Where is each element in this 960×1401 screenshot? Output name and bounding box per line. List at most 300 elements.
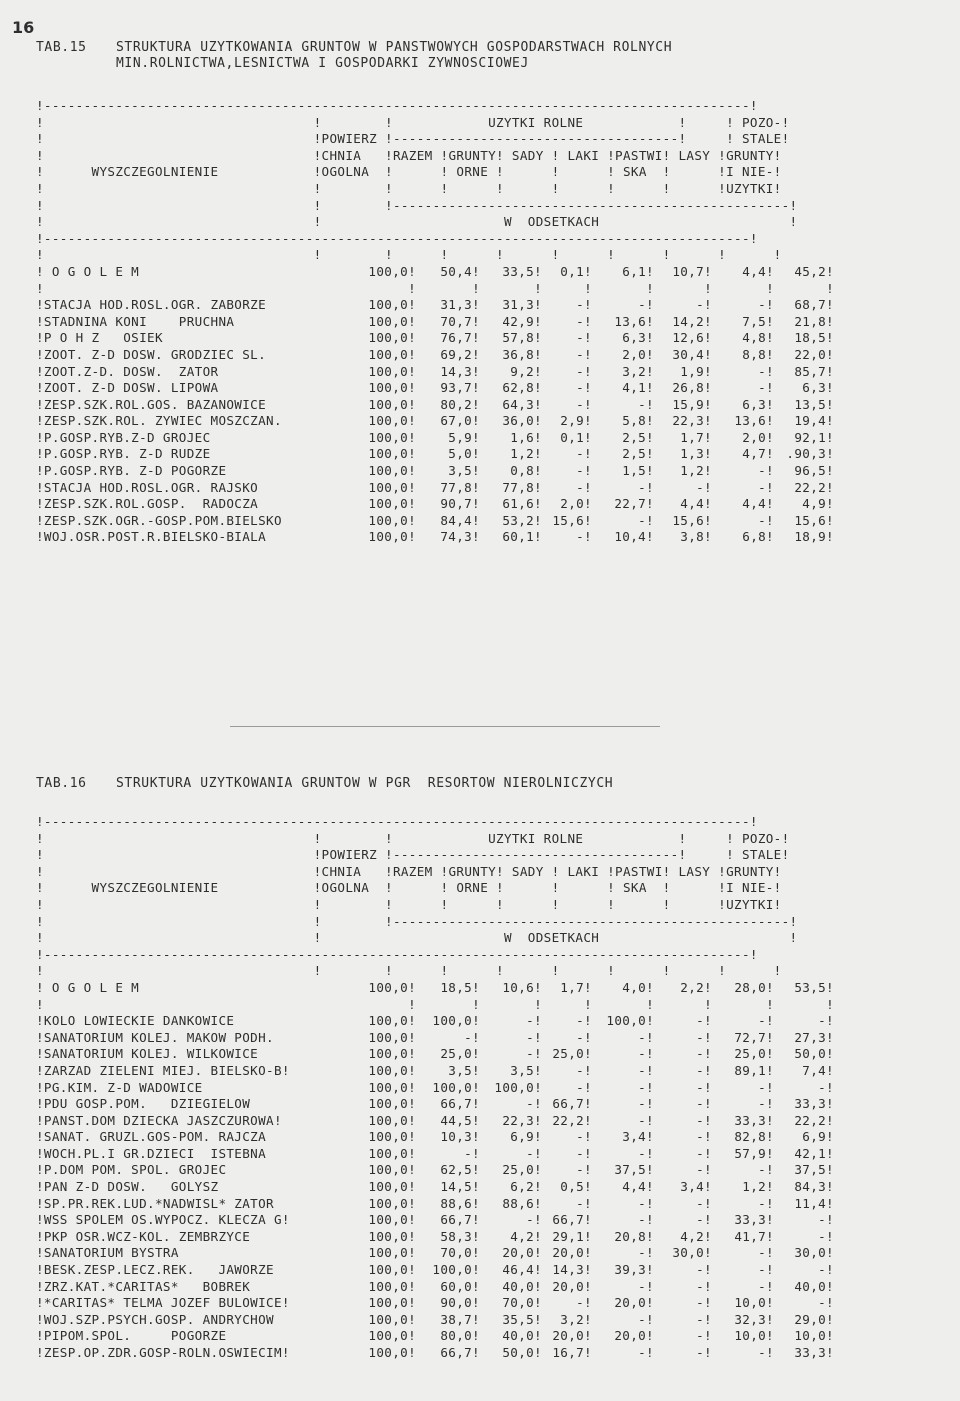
table-cell: 0,5! xyxy=(560,1179,592,1195)
table-cell: 70,0! xyxy=(440,1245,480,1261)
table-row: !SANATORIUM BYSTRA xyxy=(36,1245,179,1261)
table-row: !ZARZAD ZIELENI MIEJ. BIELSKO-B! xyxy=(36,1062,290,1078)
table-cell: 7,4! xyxy=(802,1062,834,1078)
table-cell: -! xyxy=(576,330,592,346)
table-cell: -! xyxy=(696,1046,712,1062)
table-cell: -! xyxy=(638,1062,654,1078)
table-cell: 25,0! xyxy=(502,1162,542,1178)
table-cell: 100,0! xyxy=(368,1112,416,1128)
table-cell: 100,0! xyxy=(368,446,416,462)
table-cell: -! xyxy=(526,1145,542,1161)
table-cell: -! xyxy=(638,1112,654,1128)
table-cell: -! xyxy=(818,1079,834,1095)
table-cell: 100,0! xyxy=(368,1311,416,1327)
table-cell: -! xyxy=(576,1145,592,1161)
table-cell: 66,7! xyxy=(440,1096,480,1112)
table-cell: 100,0! xyxy=(368,363,416,379)
table-cell: -! xyxy=(696,1079,712,1095)
table-cell: -! xyxy=(638,1046,654,1062)
table-cell: 64,3! xyxy=(502,396,542,412)
table-cell: 66,7! xyxy=(552,1096,592,1112)
table-cell: 100,0! xyxy=(368,479,416,495)
table-cell: -! xyxy=(758,479,774,495)
header-line: ! ! ! UZYTKI ROLNE ! ! POZO-! xyxy=(36,114,790,130)
row-end xyxy=(834,997,894,1014)
table-row: !SANAT. GRUZL.GOS-POM. RAJCZA xyxy=(36,1129,267,1145)
table-cell: 13,6! xyxy=(734,413,774,429)
table-row: !ZESP.SZK.ROL. ZYWIEC MOSZCZAN. xyxy=(36,413,282,429)
table-cell: ! xyxy=(766,280,774,296)
table-cell: 58,3! xyxy=(440,1228,480,1244)
table-cell: -! xyxy=(576,297,592,313)
row-end xyxy=(834,1096,894,1113)
table-cell: 100,0! xyxy=(368,1245,416,1261)
table-cell: -! xyxy=(526,1096,542,1112)
row-end xyxy=(834,1162,894,1179)
row-end xyxy=(834,1080,894,1097)
table-cell: -! xyxy=(526,1029,542,1045)
table-title xyxy=(36,40,940,72)
table-cell: 100,0! xyxy=(368,1179,416,1195)
table-cell: 100,0! xyxy=(368,1212,416,1228)
table-cell: 25,0! xyxy=(734,1046,774,1062)
table-header xyxy=(36,98,940,264)
table-row: !PKP OSR.WCZ-KOL. ZEMBRZYCE xyxy=(36,1228,251,1244)
table-cell: 100,0! xyxy=(432,1079,480,1095)
table-row: !SANATORIUM KOLEJ. WILKOWICE xyxy=(36,1046,259,1062)
row-end xyxy=(834,314,894,331)
table-cell: 10,6! xyxy=(502,979,542,995)
page-number: 16 xyxy=(12,18,35,37)
table-cell: -! xyxy=(818,1262,834,1278)
table-row: ! xyxy=(36,280,44,296)
table-body xyxy=(36,264,940,546)
table-cell: 37,5! xyxy=(794,1162,834,1178)
table-cell: 3,8! xyxy=(680,529,712,545)
table-cell: 6,3! xyxy=(742,396,774,412)
table-cell: 66,7! xyxy=(440,1212,480,1228)
table-cell: 100,0! xyxy=(368,496,416,512)
table-cell: 89,1! xyxy=(734,1062,774,1078)
table-title-line: STRUKTURA UZYTKOWANIA GRUNTOW W PGR RESORTOW NIEROLNICZYCH xyxy=(116,776,614,791)
table-cell: -! xyxy=(576,529,592,545)
table-body xyxy=(36,980,940,1362)
table-cell: 84,3! xyxy=(794,1179,834,1195)
table-cell: -! xyxy=(758,1162,774,1178)
table-cell: 100,0! xyxy=(368,1162,416,1178)
table-15 xyxy=(36,40,940,546)
table-row: !P.DOM POM. SPOL. GROJEC xyxy=(36,1162,227,1178)
table-row: ! O G O L E M xyxy=(36,263,140,279)
table-cell: 61,6! xyxy=(502,496,542,512)
table-cell: 62,8! xyxy=(502,380,542,396)
row-end xyxy=(834,1196,894,1213)
table-16 xyxy=(36,776,940,1362)
table-cell: -! xyxy=(638,1245,654,1261)
table-cell: ! xyxy=(534,996,542,1012)
header-line: ! ! !--------------------------------------------------! xyxy=(36,913,798,929)
table-cell: -! xyxy=(696,1195,712,1211)
table-row: !SP.PR.REK.LUD.*NADWISL* ZATOR xyxy=(36,1195,274,1211)
table-cell: 6,1! xyxy=(622,263,654,279)
table-cell: ! xyxy=(408,280,416,296)
table-cell: 50,4! xyxy=(440,263,480,279)
table-cell: 36,8! xyxy=(502,346,542,362)
table-row: !ZOOT.Z-D. DOSW. ZATOR xyxy=(36,363,219,379)
table-cell: 15,6! xyxy=(672,512,712,528)
table-cell: 69,2! xyxy=(440,346,480,362)
table-number xyxy=(36,56,116,72)
table-cell: -! xyxy=(576,463,592,479)
table-cell: 33,5! xyxy=(502,263,542,279)
table-cell: -! xyxy=(638,1029,654,1045)
row-end xyxy=(834,330,894,347)
table-cell: -! xyxy=(576,396,592,412)
table-row: !ZRZ.KAT.*CARITAS* BOBREK xyxy=(36,1278,251,1294)
table-cell: 100,0! xyxy=(368,330,416,346)
table-title-line: STRUKTURA UZYTKOWANIA GRUNTOW W PANSTWOWYCH GOSPODARSTWACH ROLNYCH xyxy=(116,40,673,55)
table-cell: -! xyxy=(696,1013,712,1029)
header-line: ! !CHNIA !RAZEM !GRUNTY! SADY ! LAKI !PASTWI! LASY !GRUNTY! xyxy=(36,147,782,163)
header-line: ! !POWIERZ !------------------------------------! ! STALE! xyxy=(36,847,790,863)
table-cell: 100,0! xyxy=(368,1228,416,1244)
table-cell: 36,0! xyxy=(502,413,542,429)
table-cell: 28,0! xyxy=(734,979,774,995)
table-cell: -! xyxy=(576,346,592,362)
table-row: !WSS SPOLEM OS.WYPOCZ. KLECZA G! xyxy=(36,1212,290,1228)
table-cell: 15,9! xyxy=(672,396,712,412)
separator-line xyxy=(230,726,660,727)
table-cell: -! xyxy=(576,1062,592,1078)
table-title xyxy=(36,776,940,792)
table-cell: 77,8! xyxy=(502,479,542,495)
table-cell: 0,1! xyxy=(560,429,592,445)
table-cell: -! xyxy=(696,1029,712,1045)
table-row: !PG.KIM. Z-D WADOWICE xyxy=(36,1079,203,1095)
table-cell: 70,0! xyxy=(502,1295,542,1311)
table-cell: 100,0! xyxy=(368,979,416,995)
header-line: ! WYSZCZEGOLNIENIE !OGOLNA ! ! ORNE ! ! ! SKA ! !I NIE-! xyxy=(36,880,782,896)
table-cell: 3,2! xyxy=(622,363,654,379)
table-cell: 21,8! xyxy=(794,313,834,329)
table-cell: 67,0! xyxy=(440,413,480,429)
table-cell: 1,9! xyxy=(680,363,712,379)
table-cell: 1,5! xyxy=(622,463,654,479)
table-cell: 6,8! xyxy=(742,529,774,545)
table-cell: -! xyxy=(696,1295,712,1311)
table-cell: 100,0! xyxy=(432,1013,480,1029)
table-cell: 60,1! xyxy=(502,529,542,545)
table-cell: 88,6! xyxy=(440,1195,480,1211)
table-cell: 18,9! xyxy=(794,529,834,545)
row-end xyxy=(834,347,894,364)
table-cell: 20,0! xyxy=(552,1278,592,1294)
table-cell: 76,7! xyxy=(440,330,480,346)
table-cell: 10,0! xyxy=(734,1295,774,1311)
table-cell: -! xyxy=(696,1212,712,1228)
row-end xyxy=(834,1129,894,1146)
table-cell: 22,3! xyxy=(672,413,712,429)
table-cell: 22,0! xyxy=(794,346,834,362)
table-number: TAB.15 xyxy=(36,40,87,55)
table-cell: 1,2! xyxy=(742,1179,774,1195)
table-cell: 53,5! xyxy=(794,979,834,995)
row-end xyxy=(834,1345,894,1362)
row-end xyxy=(834,480,894,497)
table-cell: -! xyxy=(576,446,592,462)
table-cell: 4,4! xyxy=(742,263,774,279)
table-cell: -! xyxy=(576,1029,592,1045)
table-cell: ! xyxy=(826,996,834,1012)
table-row: !STADNINA KONI PRUCHNA xyxy=(36,313,235,329)
table-cell: 2,0! xyxy=(742,429,774,445)
table-cell: 88,6! xyxy=(502,1195,542,1211)
table-cell: 31,3! xyxy=(502,297,542,313)
table-cell: 40,0! xyxy=(794,1278,834,1294)
table-cell: 6,2! xyxy=(510,1179,542,1195)
table-cell: 2,0! xyxy=(622,346,654,362)
table-cell: -! xyxy=(696,1062,712,1078)
table-row: !PAN Z-D DOSW. GOLYSZ xyxy=(36,1179,219,1195)
table-cell: ! xyxy=(646,996,654,1012)
table-cell: 100,0! xyxy=(368,1295,416,1311)
table-number: TAB.16 xyxy=(36,776,87,791)
table-cell: -! xyxy=(758,297,774,313)
table-cell: ! xyxy=(408,996,416,1012)
table-cell: -! xyxy=(758,463,774,479)
row-end xyxy=(834,1146,894,1163)
row-end xyxy=(834,446,894,463)
table-cell: 100,0! xyxy=(368,413,416,429)
row-end xyxy=(834,1328,894,1345)
table-cell: -! xyxy=(758,512,774,528)
table-cell: 100,0! xyxy=(494,1079,542,1095)
table-cell: 3,5! xyxy=(448,463,480,479)
table-cell: -! xyxy=(638,297,654,313)
table-cell: ! xyxy=(472,996,480,1012)
table-cell: -! xyxy=(696,1129,712,1145)
table-cell: 1,3! xyxy=(680,446,712,462)
table-cell: 10,4! xyxy=(614,529,654,545)
table-cell: 62,5! xyxy=(440,1162,480,1178)
table-cell: -! xyxy=(696,1278,712,1294)
table-cell: 100,0! xyxy=(368,1029,416,1045)
row-end xyxy=(834,281,894,298)
row-end xyxy=(834,980,894,997)
table-cell: 60,0! xyxy=(440,1278,480,1294)
table-cell: 82,8! xyxy=(734,1129,774,1145)
table-cell: 6,3! xyxy=(622,330,654,346)
row-end xyxy=(834,297,894,314)
table-cell: -! xyxy=(526,1046,542,1062)
table-cell: 100,0! xyxy=(606,1013,654,1029)
table-row: !STACJA HOD.ROSL.OGR. RAJSKO xyxy=(36,479,259,495)
table-cell: 4,0! xyxy=(622,979,654,995)
table-cell: -! xyxy=(696,1112,712,1128)
row-end xyxy=(834,397,894,414)
table-cell: 40,0! xyxy=(502,1278,542,1294)
table-cell: -! xyxy=(526,1212,542,1228)
table-cell: -! xyxy=(696,479,712,495)
header-line: !-----------------------------------------------------------------------------------------! xyxy=(36,98,758,113)
table-row: !WOJ.OSR.POST.R.BIELSKO-BIALA xyxy=(36,529,267,545)
table-cell: 50,0! xyxy=(502,1345,542,1360)
table-cell: 100,0! xyxy=(368,1278,416,1294)
row-end xyxy=(834,1295,894,1312)
table-cell: 2,2! xyxy=(680,979,712,995)
table-cell: ! xyxy=(826,280,834,296)
table-cell: -! xyxy=(638,1079,654,1095)
table-cell: -! xyxy=(818,1212,834,1228)
table-cell: 80,0! xyxy=(440,1328,480,1344)
table-cell: 1,7! xyxy=(560,979,592,995)
table-cell: 100,0! xyxy=(368,429,416,445)
table-cell: 100,0! xyxy=(368,346,416,362)
table-cell: 5,9! xyxy=(448,429,480,445)
table-cell: 96,5! xyxy=(794,463,834,479)
table-cell: 22,2! xyxy=(794,479,834,495)
row-end xyxy=(834,529,894,546)
table-cell: 42,9! xyxy=(502,313,542,329)
row-end xyxy=(834,1245,894,1262)
table-cell: .90,3! xyxy=(786,446,834,462)
table-cell: 4,1! xyxy=(622,380,654,396)
table-cell: -! xyxy=(758,1195,774,1211)
table-cell: 100,0! xyxy=(368,380,416,396)
table-cell: 4,7! xyxy=(742,446,774,462)
table-cell: -! xyxy=(758,363,774,379)
table-row: !P O H Z OSIEK xyxy=(36,330,163,346)
table-cell: 0,1! xyxy=(560,263,592,279)
table-cell: 50,0! xyxy=(794,1046,834,1062)
table-cell: -! xyxy=(638,396,654,412)
table-cell: 100,0! xyxy=(368,396,416,412)
table-cell: 77,8! xyxy=(440,479,480,495)
table-cell: -! xyxy=(638,1345,654,1360)
table-cell: 38,7! xyxy=(440,1311,480,1327)
row-end xyxy=(834,264,894,281)
table-cell: -! xyxy=(576,1295,592,1311)
row-end xyxy=(834,1013,894,1030)
table-cell: 80,2! xyxy=(440,396,480,412)
table-cell: 13,5! xyxy=(794,396,834,412)
table-cell: 100,0! xyxy=(368,1195,416,1211)
table-cell: 30,0! xyxy=(794,1245,834,1261)
table-cell: 5,8! xyxy=(622,413,654,429)
header-line: !-----------------------------------------------------------------------------------------! xyxy=(36,946,758,962)
table-cell: 0,8! xyxy=(510,463,542,479)
table-row: !STACJA HOD.ROSL.OGR. ZABORZE xyxy=(36,297,267,313)
table-cell: 100,0! xyxy=(368,1129,416,1145)
table-cell: -! xyxy=(576,1162,592,1178)
table-cell: 3,4! xyxy=(680,1179,712,1195)
header-line: ! ! ! ! ! ! ! ! ! ! xyxy=(36,963,782,979)
table-cell: -! xyxy=(818,1295,834,1311)
row-end xyxy=(834,1279,894,1296)
table-cell: -! xyxy=(638,479,654,495)
table-cell: 32,3! xyxy=(734,1311,774,1327)
header-line: ! ! !--------------------------------------------------! xyxy=(36,197,798,213)
table-cell: 44,5! xyxy=(440,1112,480,1128)
table-cell: -! xyxy=(526,1013,542,1029)
table-cell: -! xyxy=(818,1013,834,1029)
table-cell: -! xyxy=(638,512,654,528)
table-cell: 42,1! xyxy=(794,1145,834,1161)
table-cell: 10,0! xyxy=(734,1328,774,1344)
table-row: !KOLO LOWIECKIE DANKOWICE xyxy=(36,1013,235,1029)
table-cell: 4,9! xyxy=(802,496,834,512)
table-cell: 4,8! xyxy=(742,330,774,346)
table-cell: 30,0! xyxy=(672,1245,712,1261)
table-cell: ! xyxy=(534,280,542,296)
table-cell: 90,0! xyxy=(440,1295,480,1311)
table-row: !WOCH.PL.I GR.DZIECI ISTEBNA xyxy=(36,1145,267,1161)
table-cell: 11,4! xyxy=(794,1195,834,1211)
row-end xyxy=(834,1179,894,1196)
table-row: !ZESP.SZK.ROL.GOS. BAZANOWICE xyxy=(36,396,267,412)
table-cell: ! xyxy=(766,996,774,1012)
table-row: !ZESP.SZK.OGR.-GOSP.POM.BIELSKO xyxy=(36,512,282,528)
table-cell: 45,2! xyxy=(794,263,834,279)
table-cell: -! xyxy=(576,1079,592,1095)
table-cell: 14,3! xyxy=(440,363,480,379)
table-cell: 1,7! xyxy=(680,429,712,445)
header-line: ! ! W ODSETKACH ! xyxy=(36,214,798,230)
table-cell: 27,3! xyxy=(794,1029,834,1045)
table-cell: -! xyxy=(638,1278,654,1294)
table-cell: 31,3! xyxy=(440,297,480,313)
table-cell: 100,0! xyxy=(368,1079,416,1095)
table-cell: -! xyxy=(696,297,712,313)
table-cell: 100,0! xyxy=(368,1096,416,1112)
table-cell: 3,2! xyxy=(560,1311,592,1327)
table-cell: 2,0! xyxy=(560,496,592,512)
table-cell: 100,0! xyxy=(368,529,416,545)
table-cell: 37,5! xyxy=(614,1162,654,1178)
table-cell: 92,1! xyxy=(794,429,834,445)
table-cell: 20,8! xyxy=(614,1228,654,1244)
table-row: !BESK.ZESP.LECZ.REK. JAWORZE xyxy=(36,1262,274,1278)
table-cell: 4,4! xyxy=(680,496,712,512)
table-cell: 100,0! xyxy=(432,1262,480,1278)
table-cell: 15,6! xyxy=(552,512,592,528)
table-cell: -! xyxy=(638,1195,654,1211)
table-cell: 20,0! xyxy=(614,1295,654,1311)
table-cell: 20,0! xyxy=(552,1328,592,1344)
row-end xyxy=(834,380,894,397)
table-cell: 100,0! xyxy=(368,1145,416,1161)
row-end xyxy=(834,463,894,480)
table-row: !P.GOSP.RYB. Z-D RUDZE xyxy=(36,446,211,462)
table-row: !ZOOT. Z-D DOSW. GRODZIEC SL. xyxy=(36,346,267,362)
table-cell: -! xyxy=(638,1145,654,1161)
table-cell: 14,2! xyxy=(672,313,712,329)
table-cell: 20,0! xyxy=(552,1245,592,1261)
row-end xyxy=(834,496,894,513)
table-cell: 7,5! xyxy=(742,313,774,329)
row-end xyxy=(834,1113,894,1130)
table-cell: -! xyxy=(638,1096,654,1112)
header-line: ! ! ! ! ! ! ! ! ! ! xyxy=(36,247,782,263)
table-cell: 4,4! xyxy=(622,1179,654,1195)
table-cell: -! xyxy=(758,1345,774,1360)
table-cell: ! xyxy=(704,996,712,1012)
header-line: !-----------------------------------------------------------------------------------------! xyxy=(36,230,758,246)
row-end xyxy=(834,364,894,381)
table-cell: -! xyxy=(576,1129,592,1145)
table-cell: 4,2! xyxy=(680,1228,712,1244)
table-cell: 22,3! xyxy=(502,1112,542,1128)
